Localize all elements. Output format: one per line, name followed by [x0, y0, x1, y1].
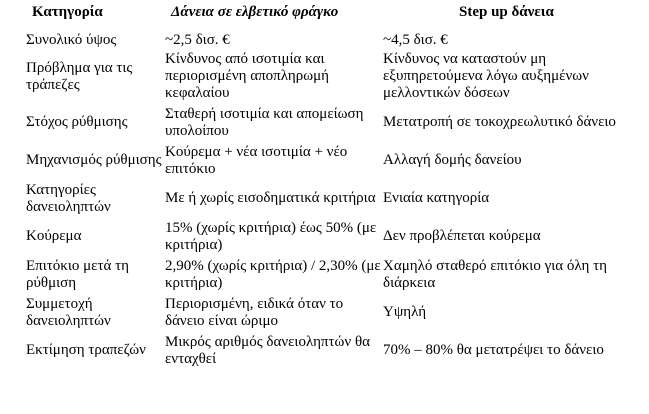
step-up-loans-cell: Αλλαγή δομής δανείου [383, 152, 522, 168]
step-up-loans-cell: Δεν προβλέπεται κούρεμα [383, 228, 541, 244]
chf-loans-cell: ~2,5 δισ. € [165, 31, 230, 48]
table-row [26, 294, 644, 332]
step-up-loans-cell: Κίνδυνος να καταστούν μη εξυπηρετούμενα λόγω αυξημένων μελλοντικών δόσεων [383, 51, 589, 101]
table-row [26, 50, 644, 104]
header-row [26, 4, 644, 31]
chf-loans-cell: 15% (χωρίς κριτήρια) έως 50% (με κριτήρια) [165, 219, 377, 253]
row-category-cell: Στόχος ρύθμισης [26, 114, 128, 130]
row-category-cell: Πρόβλημα για τις τράπεζες [26, 59, 133, 93]
row-category-cell: Συνολικό ύψος [26, 31, 117, 48]
table-row [26, 332, 644, 370]
table-row [26, 31, 644, 50]
chf-loans-cell: Σταθερή ισοτιμία και απομείωση υπολοίπου [165, 105, 364, 139]
chf-loans-cell: Μικρός αριθμός δανειοληπτών θα ενταχθεί [165, 333, 370, 367]
step-up-loans-cell: 70% – 80% θα μετατρέψει το δάνειο [383, 342, 604, 358]
chf-loans-cell: Κίνδυνος από ισοτιμία και περιορισμένη αποπληρωμή κεφαλαίου [165, 51, 329, 101]
table-header [26, 4, 644, 31]
step-up-loans-cell: Ενιαία κατηγορία [383, 190, 490, 206]
step-up-loans-cell: Χαμηλό σταθερό επιτόκιο για όλη τη διάρκεια [383, 257, 607, 291]
step-up-loans-cell: Μετατροπή σε τοκοχρεωλυτικό δάνειο [383, 114, 616, 130]
chf-loans-cell: 2,90% (χωρίς κριτήρια) / 2,30% (με κριτήρια) [165, 257, 381, 291]
header-chf-loans: Δάνεια σε ελβετικό φράγκο [171, 4, 339, 20]
chf-loans-cell: Με ή χωρίς εισοδηματικά κριτήρια [165, 190, 376, 206]
row-category-cell: Μηχανισμός ρύθμισης [26, 152, 162, 168]
table-row [26, 142, 644, 180]
table-row [26, 180, 644, 218]
row-category-cell: Κούρεμα [26, 228, 82, 244]
header-step-up-loans: Step up δάνεια [459, 4, 554, 20]
table-row [26, 256, 644, 294]
row-category-cell: Εκτίμηση τραπεζών [26, 342, 146, 358]
table-row [26, 104, 644, 142]
row-category-cell: Κατηγορίες δανειοληπτών [26, 181, 111, 215]
row-category-cell: Επιτόκιο μετά τη ρύθμιση [26, 257, 129, 291]
header-category: Κατηγορία [32, 4, 103, 20]
step-up-loans-cell: Υψηλή [383, 304, 427, 320]
chf-loans-cell: Περιορισμένη, ειδικά όταν το δάνειο είναι ώριμο [165, 295, 344, 329]
comparison-table [26, 4, 644, 370]
chf-loans-cell: Κούρεμα + νέα ισοτιμία + νέο επιτόκιο [165, 143, 348, 177]
step-up-loans-cell: ~4,5 δισ. € [383, 31, 448, 48]
table-body [26, 31, 644, 370]
row-category-cell: Συμμετοχή δανειοληπτών [26, 295, 111, 329]
table-row [26, 218, 644, 256]
